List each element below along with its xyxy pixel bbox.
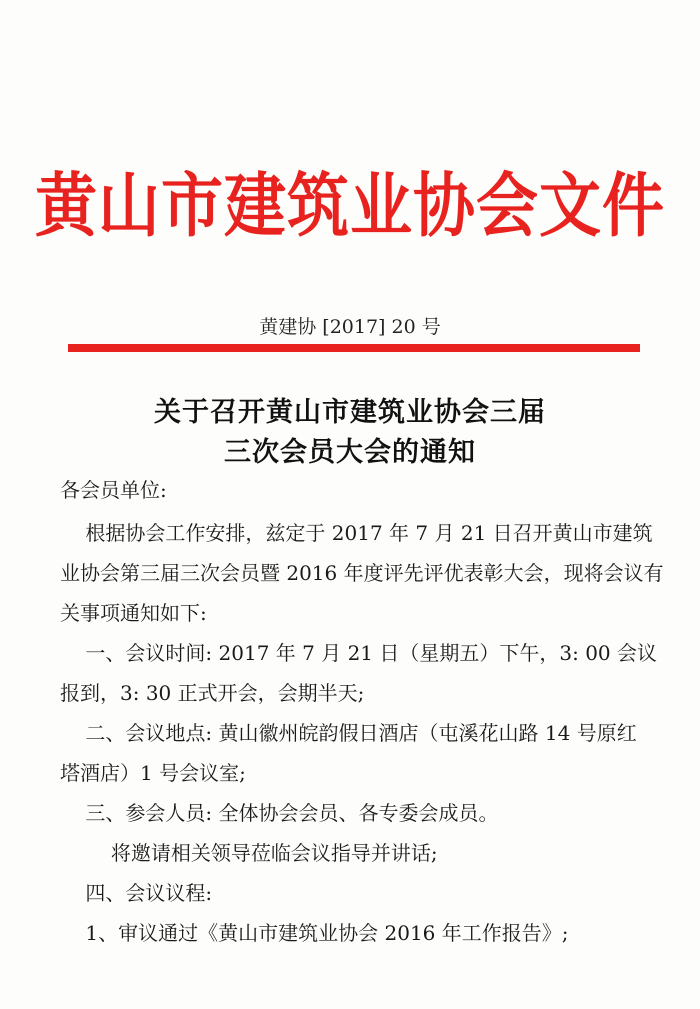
body-line: 1、审议通过《黄山市建筑业协会 2016 年工作报告》; [60,921,569,945]
body-line: 三、参会人员: 全体协会会员、各专委会成员。 [60,801,499,825]
body-line: 将邀请相关领导莅临会议指导并讲话; [60,841,438,865]
document-number: 黄建协 [2017] 20 号 [259,316,441,338]
salutation: 各会员单位: [60,478,167,502]
body-line: 一、会议时间: 2017 年 7 月 21 日（星期五）下午，3: 00 会议 [60,641,658,665]
body-line: 关事项通知如下: [60,601,207,625]
body-line: 四、会议议程: [60,881,213,905]
notice-title-line-1: 关于召开黄山市建筑业协会三届 [154,397,546,428]
body-line: 塔酒店）1 号会议室; [60,761,246,785]
red-divider-rule [68,344,640,352]
body-line: 业协会第三届三次会员暨 2016 年度评先评优表彰大会，现将会议有 [60,561,664,585]
document-masthead: 黄山市建筑业协会文件 [34,164,665,247]
body-line: 报到，3: 30 正式开会，会期半天; [60,681,365,705]
notice-title-line-2: 三次会员大会的通知 [224,437,476,468]
body-line: 二、会议地点: 黄山徽州皖韵假日酒店（屯溪花山路 14 号原红 [60,721,637,745]
body-line: 根据协会工作安排，兹定于 2017 年 7 月 21 日召开黄山市建筑 [60,521,653,545]
